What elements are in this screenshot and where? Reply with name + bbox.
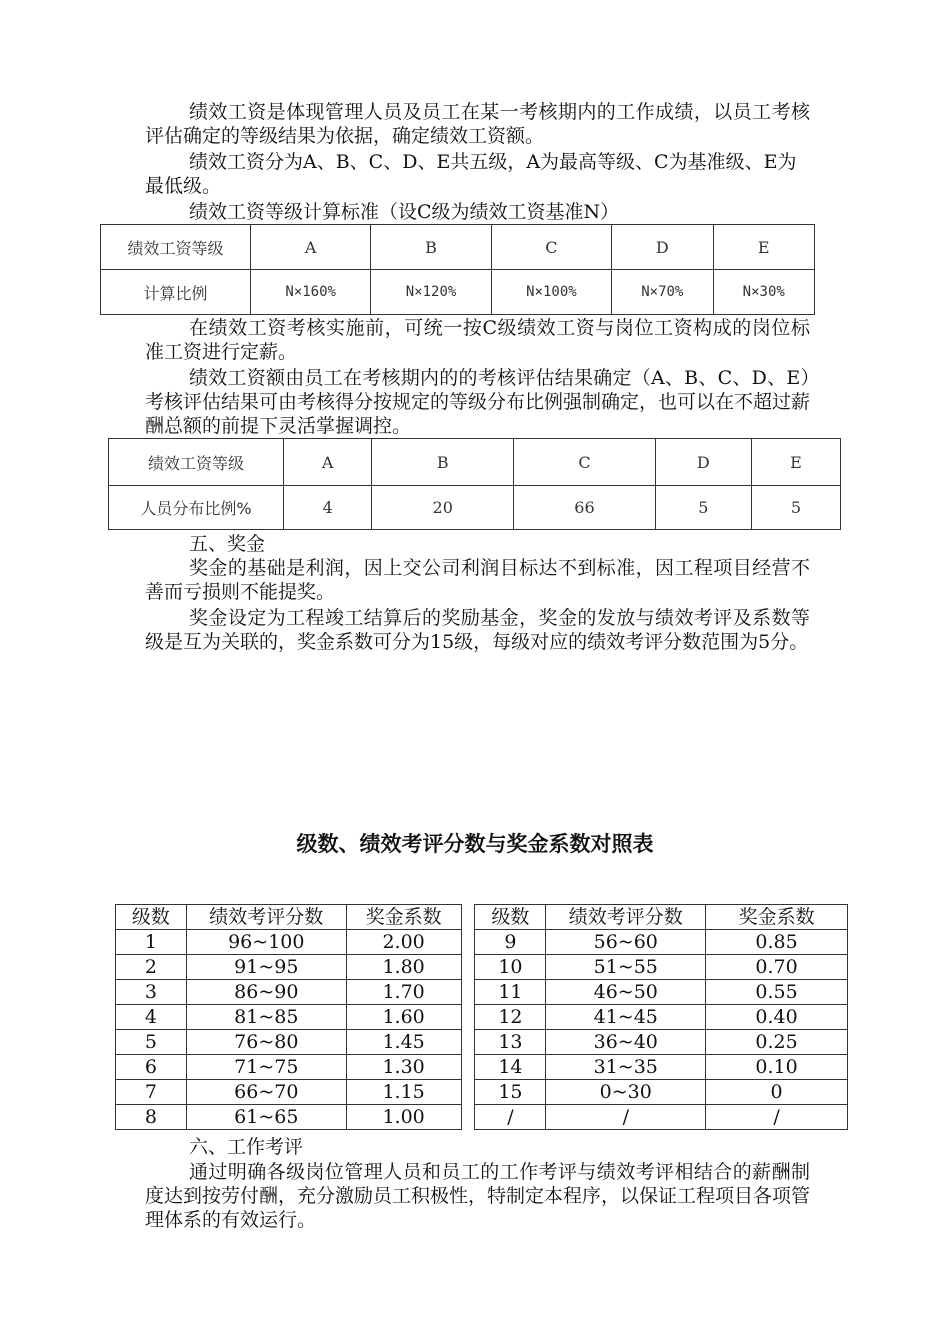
section-heading-work-evaluation: 六、工作考评: [189, 1136, 304, 1158]
table-cell: 71~75: [186, 1055, 346, 1080]
paragraph-distribution-rule: 绩效工资额由员工在考核期内的的考核评估结果确定（A、B、C、D、E）考核评估结果可由考核得分按规定的等级分布比例强制确定，也可以在不超过薪酬总额的前提下灵活掌握调控。: [145, 367, 811, 437]
table-cell: 1.15: [346, 1080, 461, 1105]
paragraph-bonus-levels: 奖金设定为工程竣工结算后的奖励基金，奖金的发放与绩效考评及系数等级是互为关联的，奖金系数可分为15级，每级对应的绩效考评分数范围为5分。: [145, 607, 810, 653]
table-cell: 15: [475, 1080, 546, 1105]
table-gap: [461, 1080, 475, 1105]
table-cell: N×100%: [491, 270, 611, 315]
table-cell: 奖金系数: [706, 905, 848, 930]
table-header-row: [109, 439, 841, 486]
table-cell: A: [251, 225, 371, 270]
table-cell: 8: [116, 1105, 187, 1130]
table-gap: [461, 955, 475, 980]
paragraph-work-evaluation: 通过明确各级岗位管理人员和员工的工作考评与绩效考评相结合的薪酬制度达到按劳付酬，充分激励员工积极性，特制定本程序，以保证工程项目各项管理体系的有效运行。: [145, 1161, 811, 1231]
table-cell: 4: [116, 1005, 187, 1030]
table-cell: 级数: [475, 905, 546, 930]
table-cell: B: [371, 225, 491, 270]
table-cell: B: [372, 439, 514, 486]
table-cell: 1.00: [346, 1105, 461, 1130]
table-cell: 0: [706, 1080, 848, 1105]
table-row: [116, 1080, 848, 1105]
table-cell: D: [612, 225, 713, 270]
paragraph-base-salary: 在绩效工资考核实施前，可统一按C级绩效工资与岗位工资构成的岗位标准工资进行定薪。: [145, 317, 810, 363]
table-cell: N×70%: [612, 270, 713, 315]
table-cell: 绩效工资等级: [101, 225, 251, 270]
table-cell: 61~65: [186, 1105, 346, 1130]
table-cell: 7: [116, 1080, 187, 1105]
table-cell: 0.40: [706, 1005, 848, 1030]
table-gap: [461, 930, 475, 955]
table-cell: 31~35: [546, 1055, 706, 1080]
table-cell: D: [655, 439, 751, 486]
table-cell: 11: [475, 980, 546, 1005]
table-cell: 1.30: [346, 1055, 461, 1080]
table-row: [116, 1030, 848, 1055]
paragraph-calculation-standard: 绩效工资等级计算标准（设C级为绩效工资基准N）: [189, 201, 620, 223]
table-cell: 2.00: [346, 930, 461, 955]
table-cell: 4: [284, 486, 372, 530]
table-cell: 1.70: [346, 980, 461, 1005]
bonus-table-title: 级数、绩效考评分数与奖金系数对照表: [296, 832, 654, 856]
table-cell: 5: [655, 486, 751, 530]
table-cell: C: [514, 439, 656, 486]
paragraph-bonus-basis: 奖金的基础是利润，因上交公司利润目标达不到标准，因工程项目经营不善而亏损则不能提奖。: [145, 557, 810, 603]
table-row: [101, 270, 815, 315]
table-cell: /: [706, 1105, 848, 1130]
table-gap: [461, 1055, 475, 1080]
table-row: [116, 955, 848, 980]
table-cell: E: [713, 225, 814, 270]
table-cell: 人员分布比例%: [109, 486, 284, 530]
table-gap: [461, 1105, 475, 1130]
table-cell: 2: [116, 955, 187, 980]
table-gap: [461, 980, 475, 1005]
table-cell: 36~40: [546, 1030, 706, 1055]
table-cell: 91~95: [186, 955, 346, 980]
table-cell: 级数: [116, 905, 187, 930]
table-cell: 绩效工资等级: [109, 439, 284, 486]
table-cell: 96~100: [186, 930, 346, 955]
table-cell: 奖金系数: [346, 905, 461, 930]
table-cell: 56~60: [546, 930, 706, 955]
table-row: [116, 1055, 848, 1080]
table-cell: 51~55: [546, 955, 706, 980]
table-cell: /: [546, 1105, 706, 1130]
table-cell: 绩效考评分数: [546, 905, 706, 930]
table-cell: 绩效考评分数: [186, 905, 346, 930]
table-cell: 0~30: [546, 1080, 706, 1105]
section-heading-bonus: 五、奖金: [189, 533, 266, 555]
table-cell: N×160%: [251, 270, 371, 315]
table-cell: 6: [116, 1055, 187, 1080]
bonus-coefficient-table: [115, 904, 848, 1130]
table-cell: E: [751, 439, 840, 486]
table-gap: [461, 905, 475, 930]
table-cell: 13: [475, 1030, 546, 1055]
table-cell: 1: [116, 930, 187, 955]
table-cell: 9: [475, 930, 546, 955]
paragraph-performance-pay-definition: 绩效工资是体现管理人员及员工在某一考核期内的工作成绩，以员工考核评估确定的等级结果为依据，确定绩效工资额。: [145, 101, 810, 147]
table-cell: 66: [514, 486, 656, 530]
table-header-row: [116, 905, 848, 930]
paragraph-performance-pay-levels: 绩效工资分为A、B、C、D、E共五级，A为最高等级、C为基准级、E为最低级。: [145, 151, 797, 197]
table-row: [116, 1105, 848, 1130]
table-cell: 86~90: [186, 980, 346, 1005]
table-cell: /: [475, 1105, 546, 1130]
table-cell: N×30%: [713, 270, 814, 315]
table-cell: 0.85: [706, 930, 848, 955]
distribution-ratio-table: [108, 438, 841, 530]
table-cell: 20: [372, 486, 514, 530]
table-cell: 76~80: [186, 1030, 346, 1055]
table-cell: 3: [116, 980, 187, 1005]
table-cell: 12: [475, 1005, 546, 1030]
table-cell: 0.25: [706, 1030, 848, 1055]
table-gap: [461, 1005, 475, 1030]
table-cell: 计算比例: [101, 270, 251, 315]
table-cell: 41~45: [546, 1005, 706, 1030]
table-cell: 1.80: [346, 955, 461, 980]
table-cell: A: [284, 439, 372, 486]
table-cell: 0.55: [706, 980, 848, 1005]
table-cell: 81~85: [186, 1005, 346, 1030]
table-cell: 5: [116, 1030, 187, 1055]
table-cell: 10: [475, 955, 546, 980]
table-cell: 0.10: [706, 1055, 848, 1080]
table-cell: 1.45: [346, 1030, 461, 1055]
table-cell: 14: [475, 1055, 546, 1080]
table-cell: 66~70: [186, 1080, 346, 1105]
table-cell: 0.70: [706, 955, 848, 980]
table-cell: C: [491, 225, 611, 270]
table-row: [116, 1005, 848, 1030]
table-header-row: [101, 225, 815, 270]
table-row: [109, 486, 841, 530]
table-cell: 46~50: [546, 980, 706, 1005]
table-cell: N×120%: [371, 270, 491, 315]
table-row: [116, 980, 848, 1005]
table-cell: 1.60: [346, 1005, 461, 1030]
table-gap: [461, 1030, 475, 1055]
table-cell: 5: [751, 486, 840, 530]
table-row: [116, 930, 848, 955]
calculation-ratio-table: [100, 224, 815, 315]
